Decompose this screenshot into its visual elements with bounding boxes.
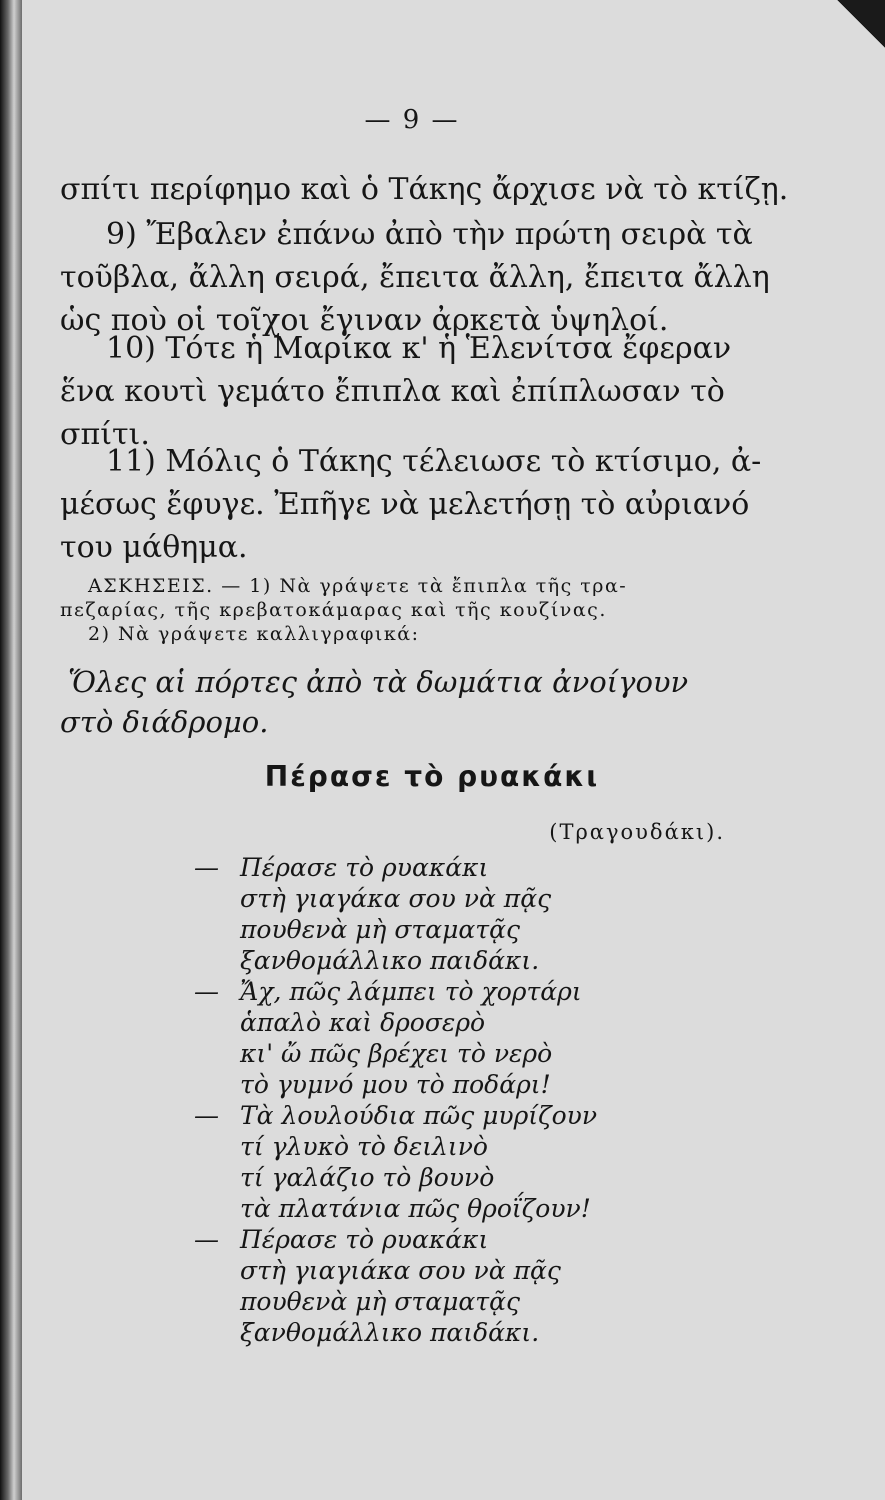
text-line: 9) Ἔβαλεν ἐπάνω ἀπὸ τὴν πρώτη σειρὰ τὰ	[106, 217, 753, 252]
poem-line: τί γλυκὸ τὸ δειλινὸ	[240, 1132, 488, 1161]
paragraph-11	[60, 440, 780, 569]
book-page	[22, 0, 885, 1500]
text-line: μέσως ἔφυγε. Ἐπῆγε νὰ μελετήσῃ τὸ αὐριανό	[60, 487, 750, 522]
calligraphy-sample	[60, 662, 790, 742]
folded-corner	[825, 0, 885, 60]
exercise-line: ΑΣΚΗΣΕΙΣ. — 1) Νὰ γράψετε τὰ ἔπιπλα τῆς τρα-	[88, 575, 628, 597]
poem-title: Πέρασε τὸ ρυακάκι	[264, 760, 600, 793]
exercise-line: 2) Νὰ γράψετε καλλιγραφικά:	[88, 623, 420, 645]
poem-line: Πέρασε τὸ ρυακάκι	[240, 853, 489, 882]
text-line: του μάθημα.	[60, 530, 248, 565]
poem-line: πουθενὰ μὴ σταματᾷς	[240, 915, 520, 944]
page-number: — 9 —	[364, 105, 460, 135]
poem-line: στὴ γιαγιάκα σου νὰ πᾷς	[240, 1256, 561, 1285]
calligraphy-line: Ὅλες αἱ πόρτες ἀπὸ τὰ δωμάτια ἀνοίγουν	[68, 665, 689, 699]
text-line: ἕνα κουτὶ γεμάτο ἔπιπλα καὶ ἐπίπλωσαν τὸ	[60, 374, 725, 409]
text-line: σπίτι.	[60, 417, 150, 452]
text-line: σπίτι περίφημο καὶ ὁ Τάκης ἄρχισε νὰ τὸ κτίζῃ.	[60, 172, 789, 207]
poem-line: ξανθομάλλικο παιδάκι.	[240, 946, 540, 975]
calligraphy-line: στὸ διάδρομο.	[60, 705, 269, 739]
poem-line: τὰ πλατάνια πῶς θροΐζουν!	[240, 1194, 591, 1223]
text-line: 10) Τότε ἡ Μαρίκα κ' ἡ Ἑλενίτσα ἔφεραν	[106, 331, 732, 366]
stanza-dash: —	[194, 1225, 219, 1254]
exercises-block	[60, 574, 790, 646]
poem-line: ξανθομάλλικο παιδάκι.	[240, 1318, 540, 1347]
poem-line: Πέρασε τὸ ρυακάκι	[240, 1225, 489, 1254]
paragraph-8-end	[60, 168, 789, 211]
poem-line: τὸ γυμνό μου τὸ ποδάρι!	[240, 1070, 551, 1099]
poem-line: κι' ὤ πῶς βρέχει τὸ νερὸ	[240, 1039, 553, 1068]
poem-line: στὴ γιαγάκα σου νὰ πᾷς	[240, 884, 552, 913]
text-line: 11) Μόλις ὁ Τάκης τέλειωσε τὸ κτίσιμο, ἀ-	[106, 444, 762, 479]
poem-line: Ἄχ, πῶς λάμπει τὸ χορτάρι	[240, 977, 582, 1006]
poem-body	[194, 852, 754, 1348]
poem-subtitle: (Τραγουδάκι).	[549, 820, 725, 844]
paragraph-10	[60, 327, 780, 456]
poem-line: τί γαλάζιο τὸ βουνὸ	[240, 1163, 495, 1192]
text-line: τοῦβλα, ἄλλη σειρά, ἔπειτα ἄλλη, ἔπειτα ἄλλη	[60, 260, 770, 295]
poem-line: Τὰ λουλούδια πῶς μυρίζουν	[240, 1101, 598, 1130]
stanza-dash: —	[194, 853, 219, 882]
book-spine-edge	[0, 0, 22, 1500]
poem-line: ἁπαλὸ καὶ δροσερὸ	[240, 1008, 486, 1037]
stanza-dash: —	[194, 1101, 219, 1130]
stanza-dash: —	[194, 977, 219, 1006]
paragraph-9	[60, 213, 780, 342]
exercise-line: πεζαρίας, τῆς κρεβατοκάμαρας καὶ τῆς κουζίνας.	[60, 599, 607, 621]
poem-line: πουθενὰ μὴ σταματᾷς	[240, 1287, 520, 1316]
text-line: ὡς ποὺ οἱ τοῖχοι ἔγιναν ἀρκετὰ ὑψηλοί.	[60, 303, 669, 338]
